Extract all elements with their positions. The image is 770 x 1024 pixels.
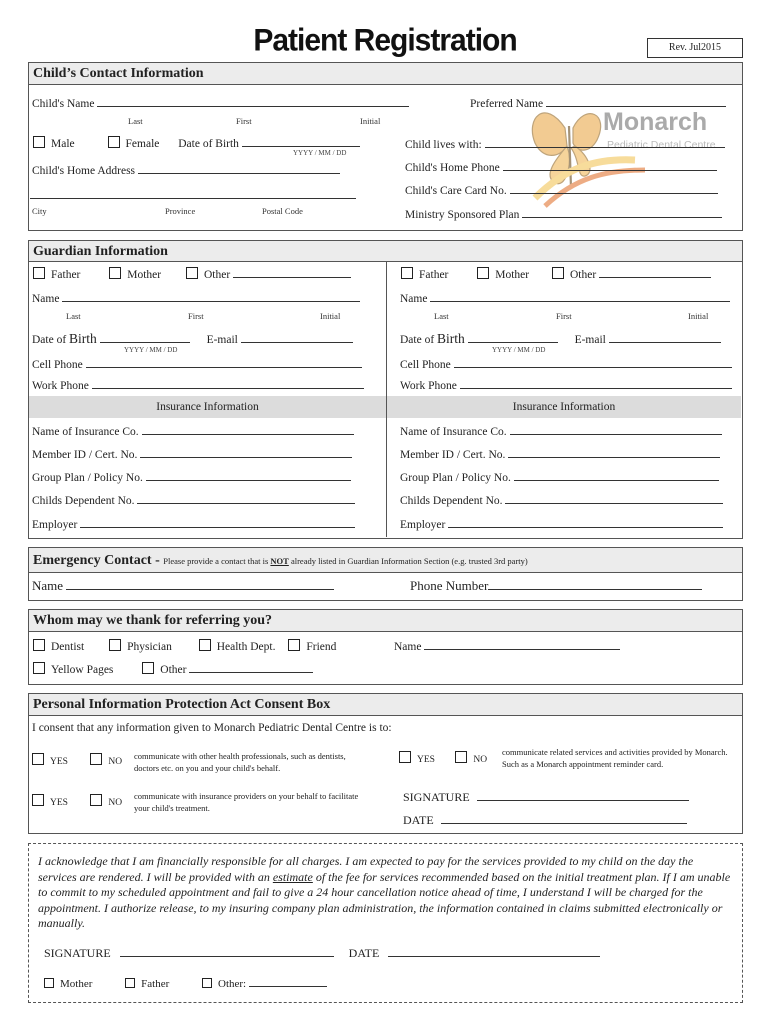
emergency-note-a: Please provide a contact that is [163,556,271,566]
guardian1-dob-prefix: Date of [32,334,70,346]
guardian2-ins-name-label: Name of Insurance Co. [400,426,507,438]
referral-row-1 [33,639,336,653]
guardian2-dob-field[interactable] [468,332,558,343]
guardian1-dob-format: YYYY / MM / DD [124,346,178,354]
guardian2-member-field[interactable] [508,447,720,458]
guardian2-last-label: Last [434,311,449,321]
child-name-row [32,96,409,110]
friend-label: Friend [306,641,337,653]
acknowledge-signature-label: SIGNATURE [44,946,111,960]
consent2-yes-label: YES [417,755,435,765]
guardian2-name-field[interactable] [430,291,730,302]
ministry-plan-label: Ministry Sponsored Plan [405,209,520,221]
home-phone-field[interactable] [503,160,717,171]
yellow-pages-checkbox[interactable] [33,662,45,674]
guardian2-ins-name-field[interactable] [510,424,722,435]
guardian2-ins-name-row [400,424,722,438]
guardian1-work-field[interactable] [92,378,364,389]
consent2-no-checkbox[interactable] [455,751,467,763]
female-checkbox[interactable] [108,136,120,148]
ack-mother-checkbox[interactable] [44,978,54,988]
consent1-yes-label: YES [50,757,68,767]
male-label: Male [51,138,75,150]
consent-section-heading: Personal Information Protection Act Consent Box [29,694,742,716]
guardian1-member-field[interactable] [140,447,352,458]
acknowledge-date-field[interactable] [388,946,600,957]
guardian1-employer-label: Employer [32,519,78,531]
guardian2-dependent-field[interactable] [505,493,723,504]
child-dob-field[interactable] [242,136,360,147]
guardian1-email-label: E-mail [206,334,238,346]
consent2-yes-checkbox[interactable] [399,751,411,763]
consent3-no-checkbox[interactable] [90,794,102,806]
child-name-field[interactable] [97,96,409,107]
home-address-line-2[interactable] [30,198,356,199]
guardian2-dob-word: Birth [437,331,465,346]
guardian1-work-row [32,378,364,392]
child-first-label: First [236,116,252,126]
guardian1-cell-field[interactable] [86,357,362,368]
guardian1-dependent-field[interactable] [137,493,355,504]
consent-item2-options [399,751,487,765]
guardian2-name-label: Name [400,293,428,305]
gender-row [33,136,360,150]
physician-label: Physician [127,641,172,653]
guardian2-email-field[interactable] [609,332,721,343]
emergency-name-label: Name [32,578,64,593]
guardian2-work-field[interactable] [460,378,732,389]
guardian1-dependent-row [32,493,355,507]
emergency-note [163,556,527,566]
consent1-no-label: NO [108,757,123,767]
guardian2-dob-prefix: Date of [400,334,438,346]
city-label: City [32,206,47,216]
guardian2-other-checkbox[interactable] [552,267,564,279]
guardian2-dependent-label: Childs Dependent No. [400,495,503,507]
guardian2-email-label: E-mail [574,334,606,346]
friend-checkbox[interactable] [288,639,300,651]
child-name-label: Child's Name [32,98,95,110]
consent3-yes-checkbox[interactable] [32,794,44,806]
emergency-note-b: already listed in Guardian Information Section (e.g. trusted 3rd party) [288,556,528,566]
guardian2-relation-row [401,267,711,281]
preferred-name-row [470,96,726,110]
guardian1-dob-field[interactable] [100,332,190,343]
consent-item2-text: communicate related services and activities provided by Monarch. Such as a Monarch appointment reminder card. [502,747,728,769]
consent1-no-checkbox[interactable] [90,753,102,765]
health-dept-label: Health Dept. [216,641,276,653]
guardian2-other-label: Other [570,269,597,281]
preferred-name-field[interactable] [546,96,726,107]
guardian1-relation-row [33,267,351,281]
guardian1-mother-checkbox[interactable] [109,267,121,279]
guardian1-dob-word: Birth [69,331,97,346]
ack-father-checkbox[interactable] [125,978,135,988]
consent-item1-text: communicate with other health professionals, such as dentists, doctors etc. on you and your child's behalf. [134,751,346,773]
guardian2-cell-label: Cell Phone [400,359,451,371]
logo-tagline: Pediatric Dental Centre [607,139,716,151]
female-label: Female [125,138,160,150]
consent-item1-options [32,753,122,767]
guardian2-dob-row [400,331,721,347]
referral-name-field[interactable] [424,639,620,650]
acknowledge-text [38,854,734,932]
page-title: Patient Registration [253,23,517,58]
consent-item3-text: communicate with insurance providers on your behalf to facilitate your child's treatment. [134,791,359,813]
guardian2-name-row [400,291,730,305]
referral-other-field[interactable] [189,662,313,673]
referral-other-label: Other [160,664,187,676]
ministry-plan-row [405,207,722,221]
emergency-title: Emergency Contact - [33,553,164,568]
consent1-yes-checkbox[interactable] [32,753,44,765]
guardian1-employer-row [32,517,355,531]
ack-other-label: Other: [218,978,247,990]
guardian1-name-label: Name [32,293,60,305]
emergency-phone-label: Phone Number [410,578,489,593]
guardian2-member-row [400,447,720,461]
emergency-name-field[interactable] [66,579,334,590]
guardian1-cell-label: Cell Phone [32,359,83,371]
acknowledge-signature-row [44,946,600,961]
lives-with-row [405,137,725,151]
guardian1-first-label: First [188,311,204,321]
acknowledge-date-label: DATE [348,946,380,960]
guardian1-dob-row [32,331,353,347]
guardian2-father-checkbox[interactable] [401,267,413,279]
guardian1-group-label: Group Plan / Policy No. [32,472,143,484]
emergency-phone-field[interactable] [488,579,702,590]
guardian1-group-row [32,470,351,484]
referral-name-label: Name [394,641,422,653]
guardian2-dependent-row [400,493,723,507]
guardian1-father-label: Father [51,269,81,281]
child-initial-label: Initial [360,116,381,126]
guardian2-employer-label: Employer [400,519,446,531]
child-dob-format: YYYY / MM / DD [293,149,347,157]
lives-with-label: Child lives with: [405,139,482,151]
revision-label: Rev. Jul2015 [647,38,743,58]
home-phone-label: Child's Home Phone [405,162,500,174]
guardian2-first-label: First [556,311,572,321]
guardian2-group-row [400,470,719,484]
guardian1-member-row [32,447,352,461]
lives-with-field[interactable] [485,137,725,148]
acknowledge-text-b: of the fee for services recommended based on the initial treatment plan. If I am unable to commit to my scheduled appointment and fail to give a 24 hour cancellation notice ahead of time, I understand I will be charged for the appointment. I authorize release, to my insuring company plan administration, the information contained in claims submitted electronically or manually. [38,869,731,930]
logo-name: Monarch [603,108,708,136]
yellow-pages-label: Yellow Pages [51,664,114,676]
guardian1-ins-name-label: Name of Insurance Co. [32,426,139,438]
guardian1-dependent-label: Childs Dependent No. [32,495,135,507]
consent2-no-label: NO [473,755,488,765]
consent-signature-row [403,790,689,805]
province-label: Province [165,206,196,216]
consent-date-field[interactable] [441,813,687,824]
guardian-section-heading: Guardian Information [29,241,742,262]
care-card-label: Child's Care Card No. [405,185,507,197]
consent3-no-label: NO [108,798,123,808]
guardian2-work-row [400,378,732,392]
guardian1-name-row [32,291,360,305]
acknowledge-text-a: I acknowledge that I am financially responsible for all charges. I am expected to pay for the services provided to my child on the day the services are rendered. I will be provided with an [38,854,694,884]
ack-father-label: Father [141,978,170,990]
guardian1-mother-label: Mother [127,269,162,281]
home-address-field[interactable] [138,163,340,174]
referral-name-row [394,639,620,653]
guardian2-father-label: Father [419,269,449,281]
ack-mother-label: Mother [60,978,93,990]
home-address-label: Child's Home Address [32,165,136,177]
preferred-name-label: Preferred Name [470,98,544,110]
referral-section-heading: Whom may we thank for referring you? [29,610,742,632]
postal-code-label: Postal Code [262,206,303,216]
guardian1-other-label: Other [204,269,231,281]
guardian1-name-field[interactable] [62,291,360,302]
guardian1-member-label: Member ID / Cert. No. [32,449,138,461]
guardian2-work-label: Work Phone [400,380,457,392]
guardian1-ins-name-field[interactable] [142,424,354,435]
insurance-bar-left: Insurance Information [29,396,386,418]
consent-date-label: DATE [403,813,434,827]
consent3-yes-label: YES [50,798,68,808]
child-dob-label: Date of Birth [178,138,239,150]
guardian1-father-checkbox[interactable] [33,267,45,279]
insurance-bar-right: Insurance Information [387,396,741,418]
referral-row-2 [33,662,313,676]
care-card-row [405,183,718,197]
acknowledge-relation-row [44,976,327,990]
guardian2-employer-field[interactable] [448,517,723,528]
ack-other-checkbox[interactable] [202,978,212,988]
consent-date-row [403,813,687,828]
health-dept-checkbox[interactable] [199,639,211,651]
consent-item3-options [32,794,122,808]
guardian1-last-label: Last [66,311,81,321]
guardian2-mother-checkbox[interactable] [477,267,489,279]
dentist-checkbox[interactable] [33,639,45,651]
guardian1-other-field[interactable] [233,267,351,278]
guardian1-group-field[interactable] [146,470,351,481]
consent-intro: I consent that any information given to Monarch Pediatric Dental Centre is to: [32,722,392,734]
consent-signature-field[interactable] [477,790,689,801]
guardian2-employer-row [400,517,723,531]
ministry-plan-field[interactable] [522,207,722,218]
guardian1-ins-name-row [32,424,354,438]
guardian1-other-checkbox[interactable] [186,267,198,279]
guardian2-initial-label: Initial [688,311,709,321]
emergency-name-row [32,578,334,594]
guardian2-group-field[interactable] [514,470,719,481]
guardian1-email-field[interactable] [241,332,353,343]
dentist-label: Dentist [51,641,85,653]
guardian2-cell-field[interactable] [454,357,732,368]
home-address-row [32,163,340,177]
emergency-phone-row [410,578,702,594]
guardian2-member-label: Member ID / Cert. No. [400,449,506,461]
guardian1-initial-label: Initial [320,311,341,321]
acknowledge-estimate: estimate [272,869,313,884]
guardian2-dob-format: YYYY / MM / DD [492,346,546,354]
guardian2-other-field[interactable] [599,267,711,278]
care-card-field[interactable] [510,183,718,194]
child-section-heading: Child’s Contact Information [29,63,742,85]
guardian2-cell-row [400,357,732,371]
guardian2-mother-label: Mother [495,269,530,281]
male-checkbox[interactable] [33,136,45,148]
guardian1-work-label: Work Phone [32,380,89,392]
referral-other-checkbox[interactable] [142,662,154,674]
ack-other-field[interactable] [249,976,327,987]
emergency-note-not: NOT [270,556,289,566]
emergency-section-heading [29,548,742,573]
guardian1-cell-row [32,357,362,371]
consent-signature-label: SIGNATURE [403,790,470,804]
acknowledge-signature-field[interactable] [120,946,334,957]
child-last-label: Last [128,116,143,126]
guardian2-group-label: Group Plan / Policy No. [400,472,511,484]
home-phone-row [405,160,717,174]
guardian1-employer-field[interactable] [80,517,355,528]
physician-checkbox[interactable] [109,639,121,651]
